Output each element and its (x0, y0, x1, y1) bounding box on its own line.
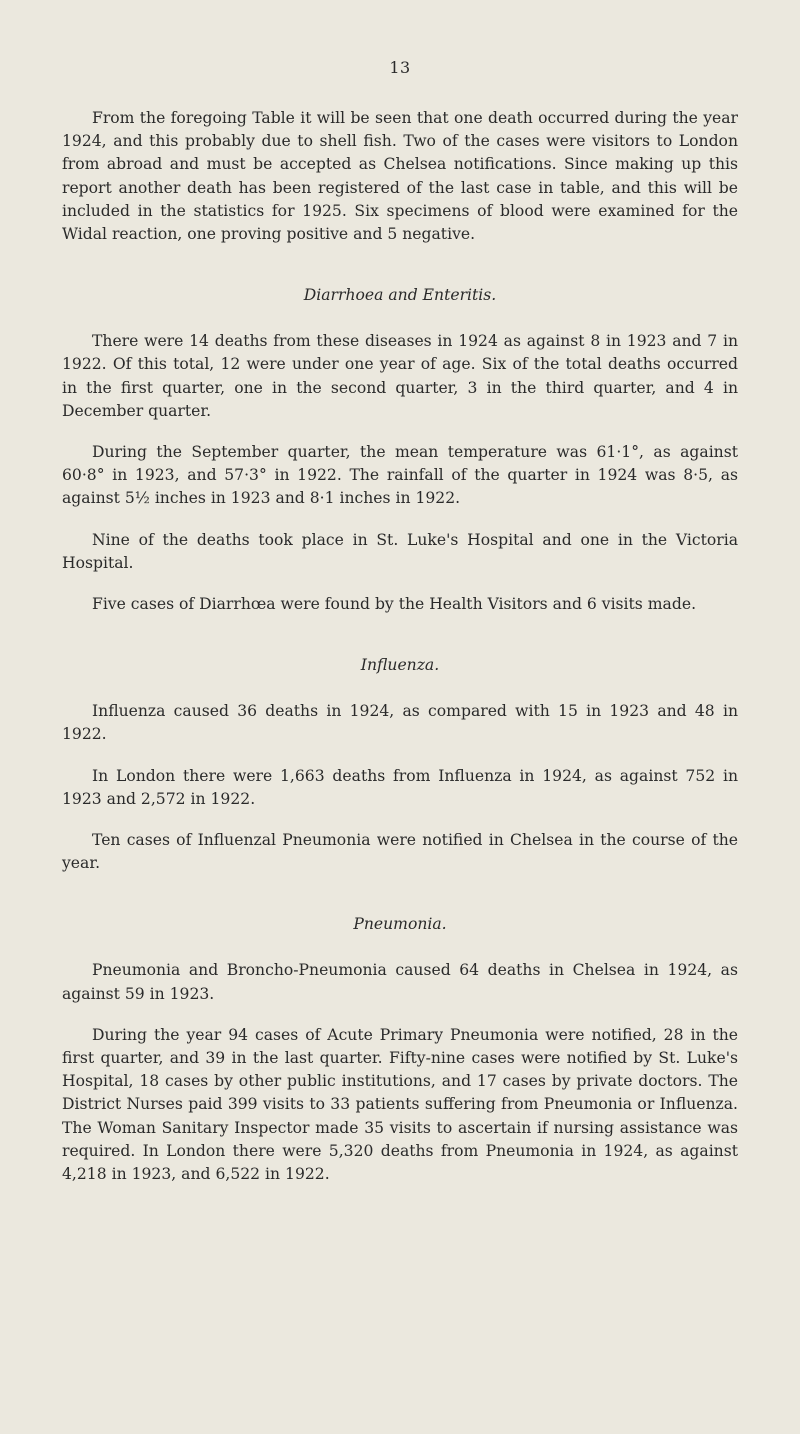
influenza-paragraph-2: In London there were 1,663 deaths from Influenza in 1924, as against 752 in 1923 and 2,572 in 1922. (62, 766, 738, 808)
intro-paragraph: From the foregoing Table it will be seen that one death occurred during the year 1924, and this probably due to shell fish. Two of the cases were visitors to London from abroad and must be accepted as Chelsea notifications. Since making up this report another death has been registered of the last case in table, and this will be included in the statistics for 1925. Six specimens of blood were examined for the Widal reaction, one proving positive and 5 negative. (62, 109, 738, 244)
section-heading-influenza: Influenza. (360, 656, 440, 675)
diarrhoea-paragraph-1: There were 14 deaths from these diseases in 1924 as against 8 in 1923 and 7 in 1922. Of this total, 12 were under one year of age. Six of the total deaths occurred in the first quarter, one in the second quarter, 3 in the third quarter, and 4 in December quarter. (62, 332, 738, 420)
influenza-paragraph-3: Ten cases of Influenzal Pneumonia were notified in Chelsea in the course of the year. (62, 831, 738, 873)
diarrhoea-paragraph-2: During the September quarter, the mean temperature was 61·1°, as against 60·8° in 1923, and 57·3° in 1922. The rainfall of the quarter in 1924 was 8·5, as against 5½ inches in 1923 and 8·1 inches in 1922. (62, 443, 738, 508)
section-influenza (62, 656, 738, 875)
influenza-paragraph-1: Influenza caused 36 deaths in 1924, as compared with 15 in 1923 and 48 in 1922. (62, 702, 738, 744)
page-number: 13 (389, 58, 411, 77)
section-heading-pneumonia: Pneumonia. (353, 915, 447, 934)
diarrhoea-paragraph-4: Five cases of Diarrhœa were found by the Health Visitors and 6 visits made. (92, 595, 697, 614)
pneumonia-paragraph-2: During the year 94 cases of Acute Primary Pneumonia were notified, 28 in the first quarter, and 39 in the last quarter. Fifty-nine cases were notified by St. Luke's Hospital, 18 cases by other public institutions, and 17 cases by private doctors. The District Nurses paid 399 visits to 33 patients suffering from Pneumonia or Influenza. The Woman Sanitary Inspector made 35 visits to ascertain if nursing assistance was required. In London there were 5,320 deaths from Pneumonia in 1924, as against 4,218 in 1923, and 6,522 in 1922. (62, 1025, 738, 1184)
section-pneumonia (62, 915, 738, 1186)
section-diarrhoea (62, 286, 738, 616)
pneumonia-paragraph-1: Pneumonia and Broncho-Pneumonia caused 64 deaths in Chelsea in 1924, as against 59 in 1923. (62, 961, 738, 1003)
diarrhoea-paragraph-3: Nine of the deaths took place in St. Luke's Hospital and one in the Victoria Hospital. (62, 530, 738, 572)
section-heading-diarrhoea: Diarrhoea and Enteritis. (303, 286, 497, 305)
